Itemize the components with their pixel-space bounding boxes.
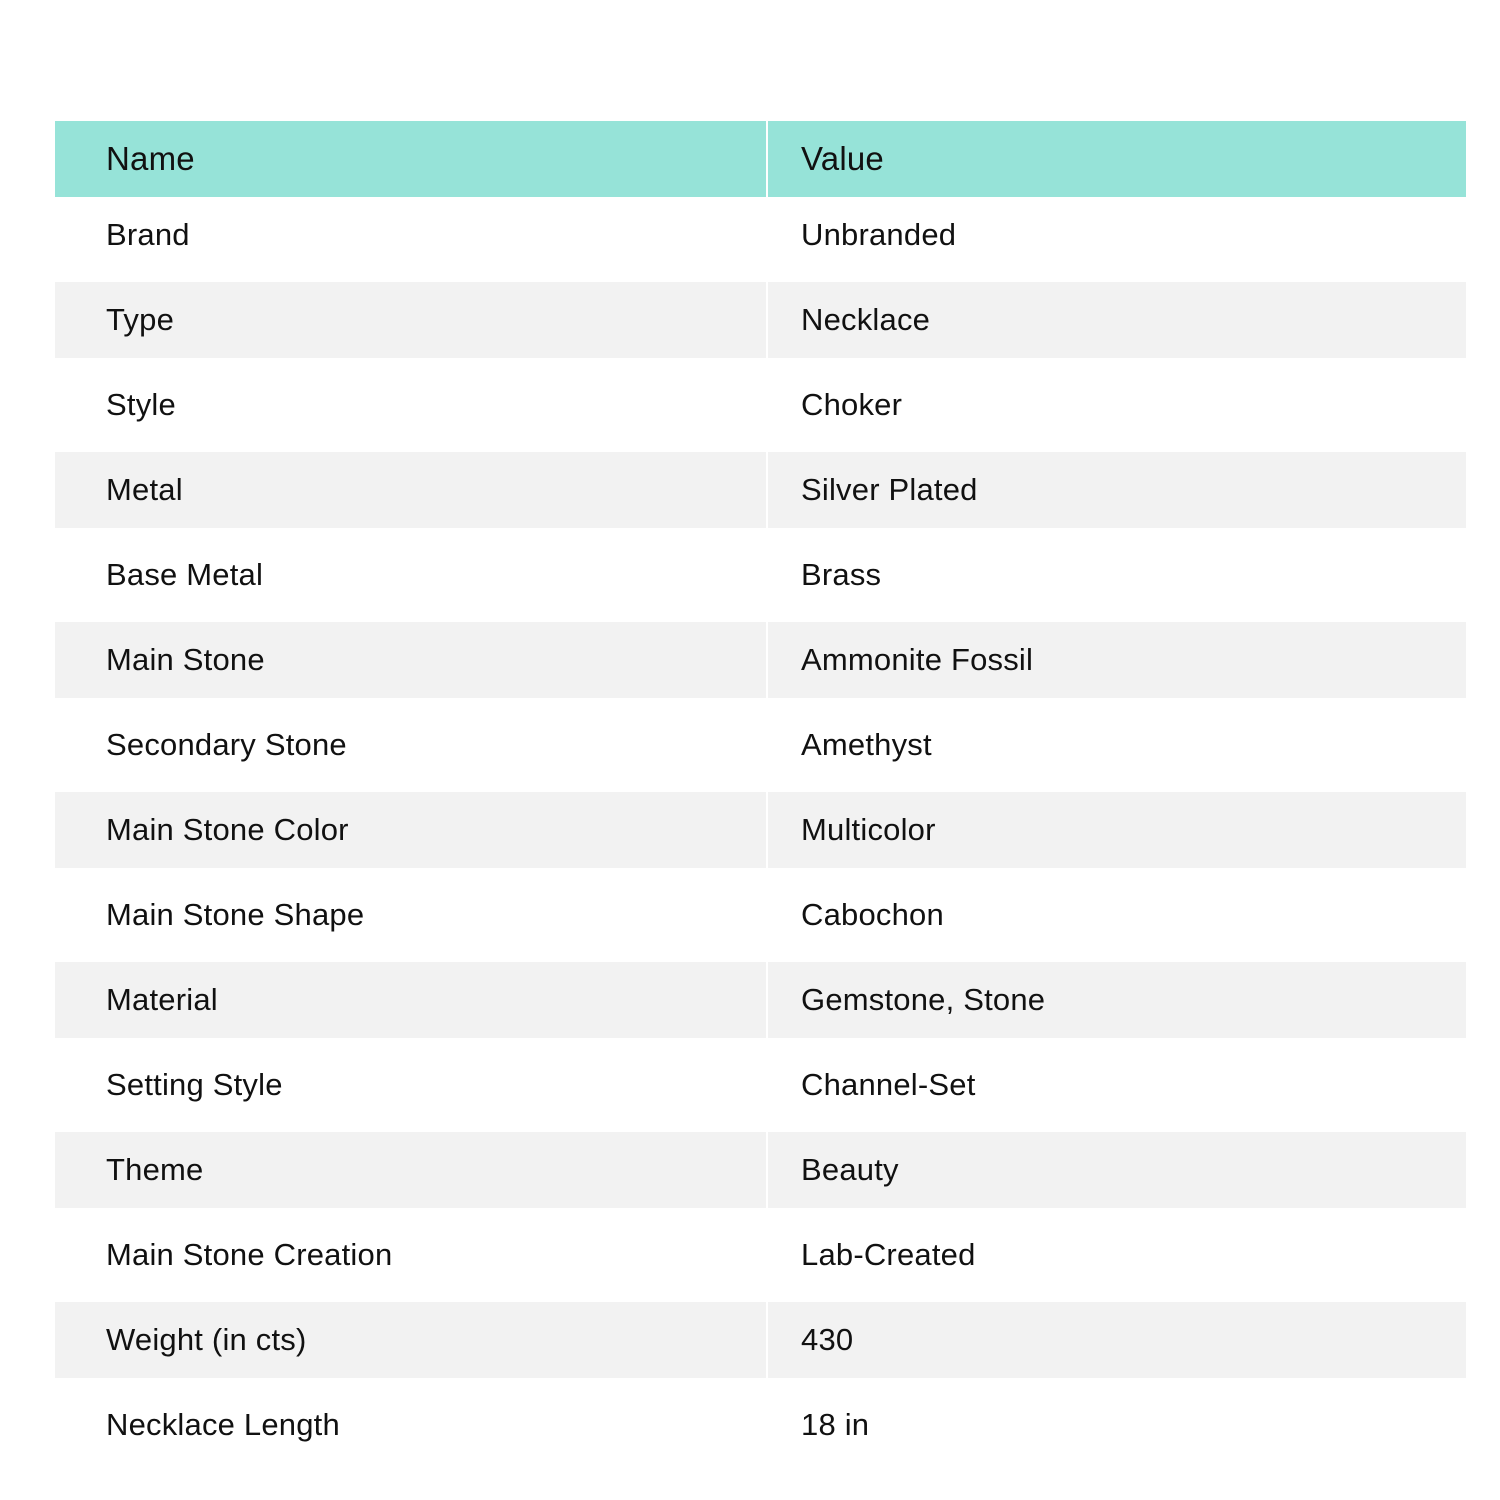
row-value-cell: Unbranded — [768, 197, 1466, 273]
row-name-cell: Style — [55, 367, 766, 443]
table-row — [55, 622, 1466, 698]
table-row — [55, 282, 1466, 358]
row-name-cell: Necklace Length — [55, 1387, 766, 1463]
table-row — [55, 707, 1466, 783]
row-name-cell: Setting Style — [55, 1047, 766, 1123]
row-value-cell: Cabochon — [768, 877, 1466, 953]
table-row — [55, 452, 1466, 528]
spec-table — [55, 121, 1466, 1463]
table-row — [55, 1217, 1466, 1293]
table-row — [55, 877, 1466, 953]
table-row — [55, 537, 1466, 613]
row-value-cell: Beauty — [768, 1132, 1466, 1208]
row-name-cell: Metal — [55, 452, 766, 528]
table-row — [55, 197, 1466, 273]
table-row — [55, 962, 1466, 1038]
row-value-cell: Gemstone, Stone — [768, 962, 1466, 1038]
table-row — [55, 367, 1466, 443]
row-value-cell: Amethyst — [768, 707, 1466, 783]
row-value-cell: Multicolor — [768, 792, 1466, 868]
table-row — [55, 1047, 1466, 1123]
row-name-cell: Material — [55, 962, 766, 1038]
table-header-row — [55, 121, 1466, 197]
table-row — [55, 792, 1466, 868]
table-row — [55, 1302, 1466, 1378]
row-name-cell: Main Stone Shape — [55, 877, 766, 953]
row-name-cell: Theme — [55, 1132, 766, 1208]
row-name-cell: Type — [55, 282, 766, 358]
row-name-cell: Main Stone Creation — [55, 1217, 766, 1293]
row-value-cell: 430 — [768, 1302, 1466, 1378]
row-name-cell: Weight (in cts) — [55, 1302, 766, 1378]
row-value-cell: Brass — [768, 537, 1466, 613]
row-value-cell: Choker — [768, 367, 1466, 443]
row-name-cell: Main Stone — [55, 622, 766, 698]
table-row — [55, 1387, 1466, 1463]
row-value-cell: Lab-Created — [768, 1217, 1466, 1293]
row-name-cell: Brand — [55, 197, 766, 273]
column-header-name: Name — [55, 121, 766, 197]
row-value-cell: Channel-Set — [768, 1047, 1466, 1123]
row-name-cell: Main Stone Color — [55, 792, 766, 868]
table-row — [55, 1132, 1466, 1208]
row-value-cell: Necklace — [768, 282, 1466, 358]
column-header-value: Value — [768, 121, 1466, 197]
row-value-cell: 18 in — [768, 1387, 1466, 1463]
row-value-cell: Ammonite Fossil — [768, 622, 1466, 698]
row-name-cell: Base Metal — [55, 537, 766, 613]
row-value-cell: Silver Plated — [768, 452, 1466, 528]
row-name-cell: Secondary Stone — [55, 707, 766, 783]
